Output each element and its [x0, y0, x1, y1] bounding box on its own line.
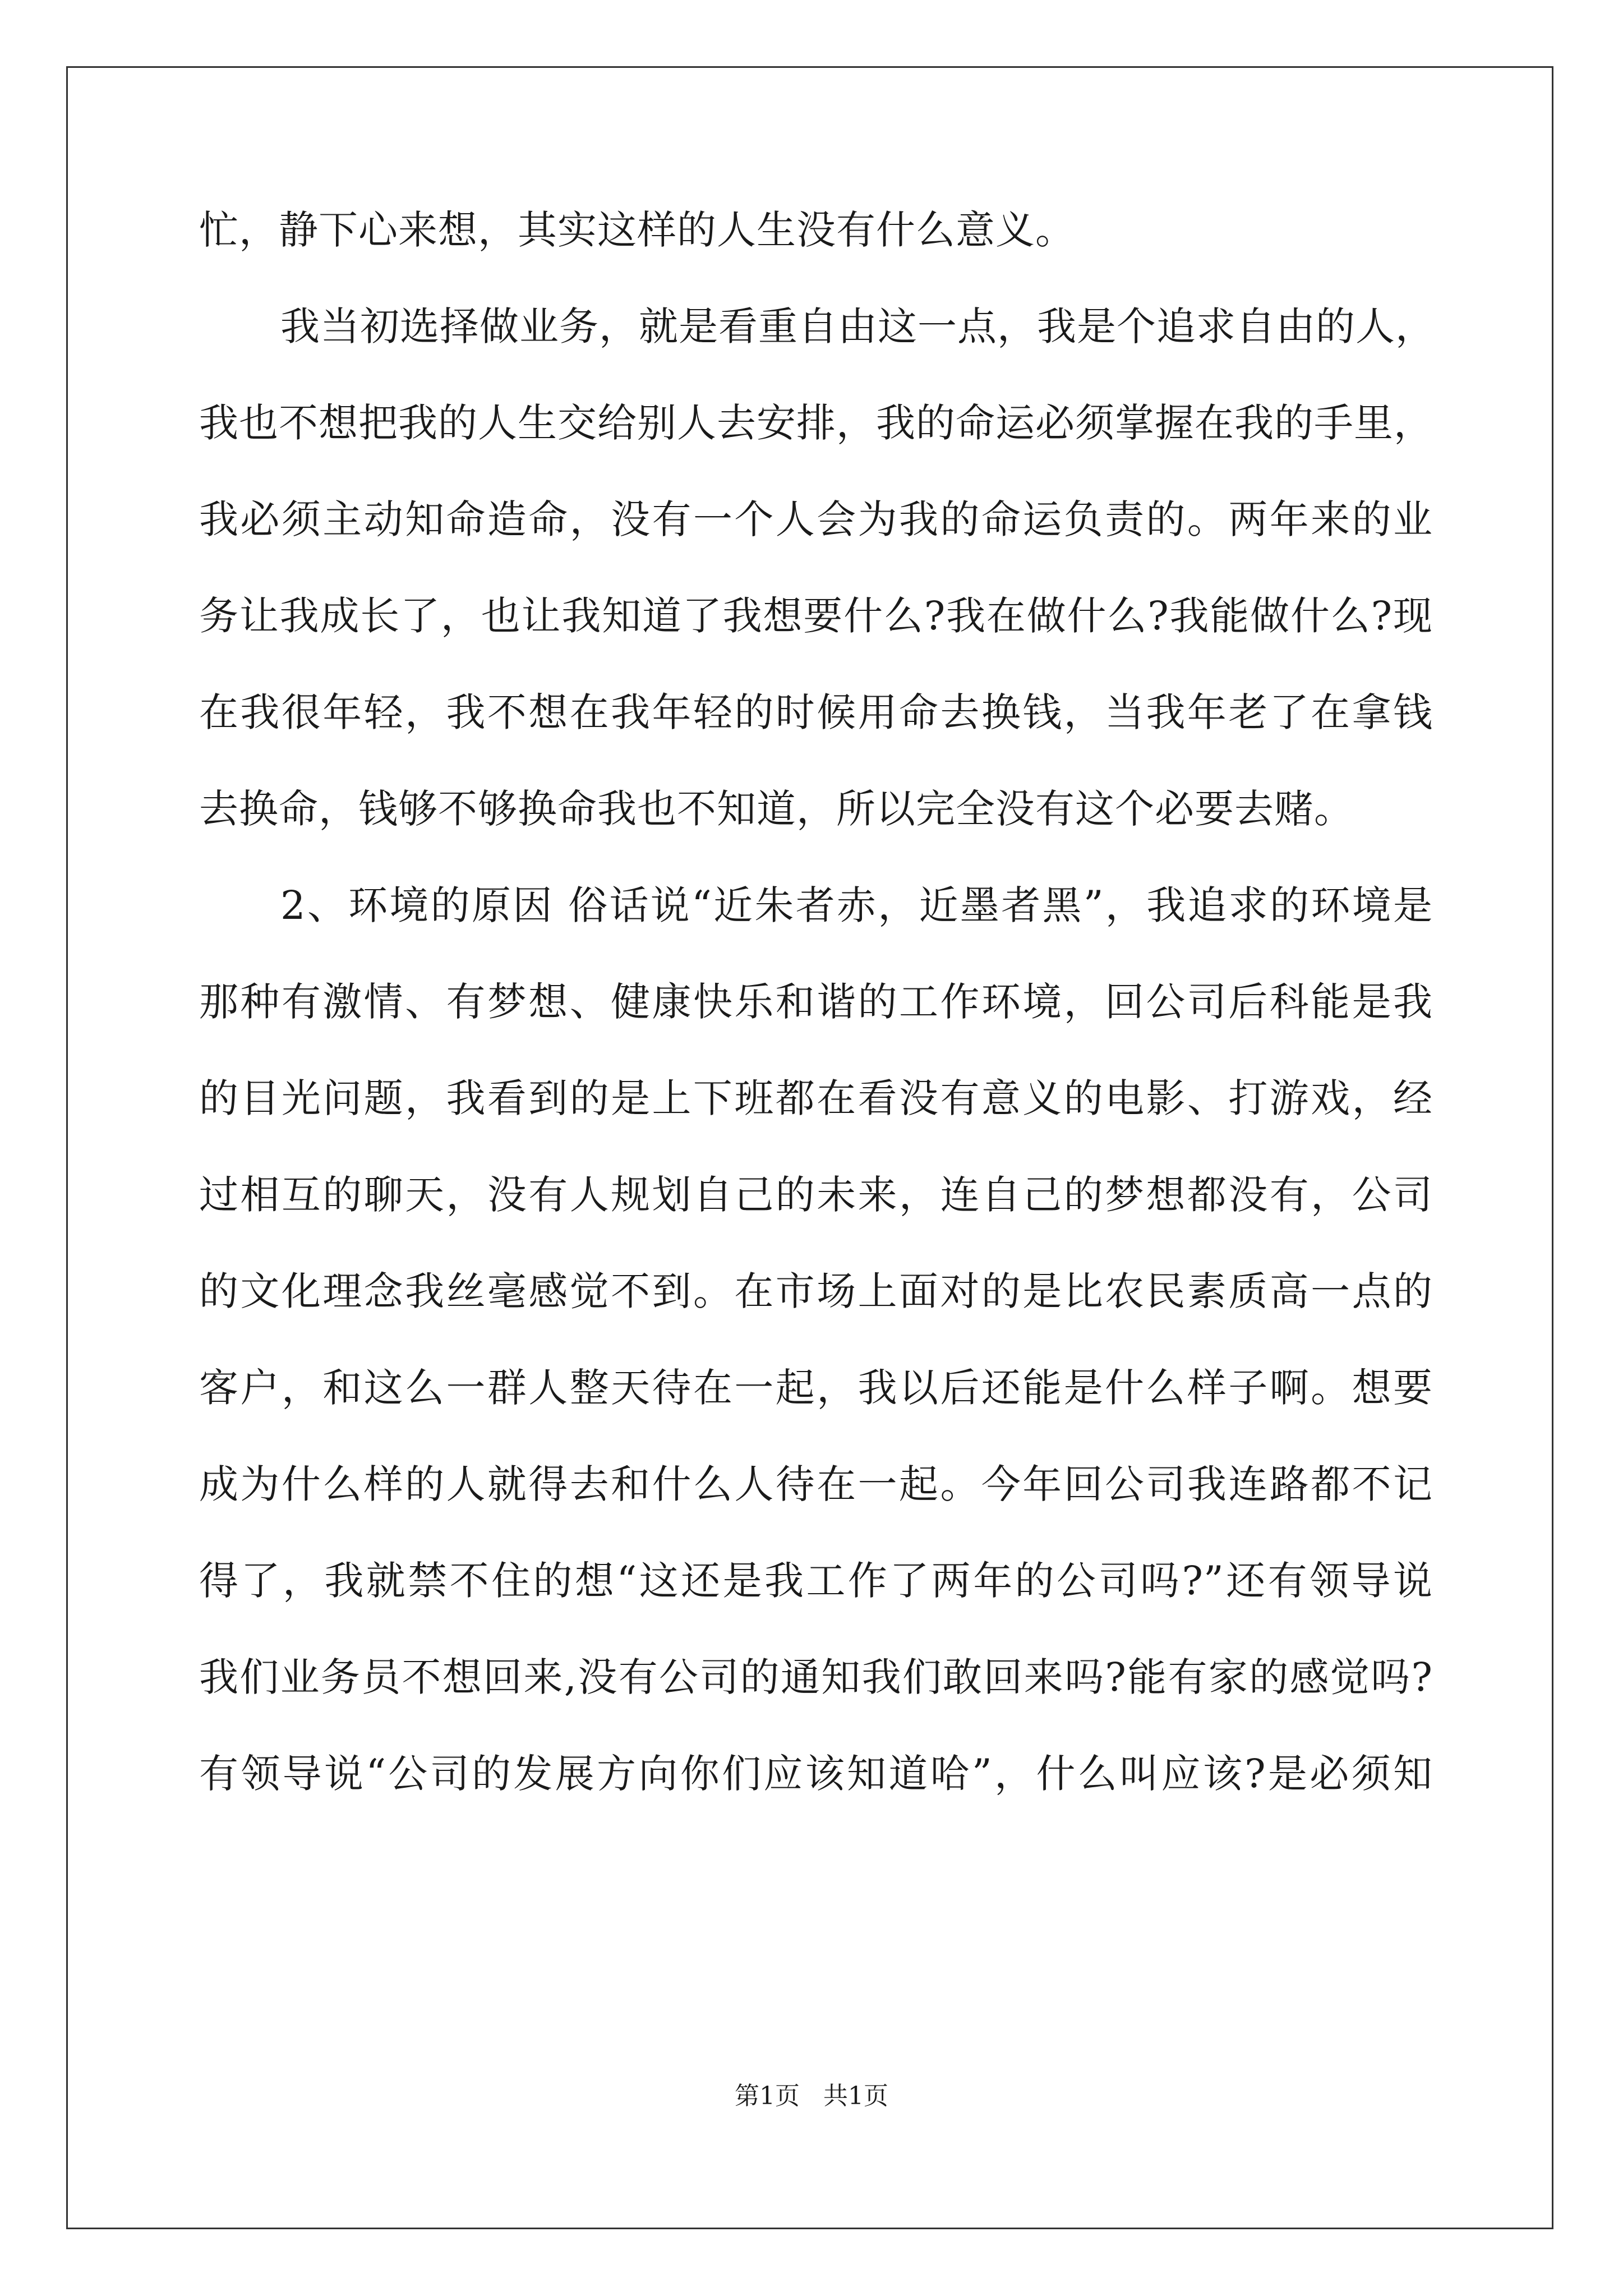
text-line-4: 我必须主动知命造命，没有一个人会为我的命运负责的。两年来的业 — [199, 496, 1433, 542]
text-line-15: 得了，我就禁不住的想“这还是我工作了两年的公司吗?”还有领导说 — [199, 1558, 1433, 1604]
text-line-5: 务让我成长了，也让我知道了我想要什么?我在做什么?我能做什么?现 — [199, 593, 1433, 639]
text-line-10: 的目光问题，我看到的是上下班都在看没有意义的电影、打游戏，经 — [199, 1075, 1433, 1121]
page-border — [66, 66, 1553, 2229]
text-line-6: 在我很年轻，我不想在我年轻的时候用命去换钱，当我年老了在拿钱 — [199, 689, 1433, 735]
text-line-9: 那种有激情、有梦想、健康快乐和谐的工作环境，回公司后科能是我 — [199, 979, 1433, 1025]
text-line-12: 的文化理念我丝毫感觉不到。在市场上面对的是比农民素质高一点的 — [199, 1268, 1433, 1314]
text-line-3: 我也不想把我的人生交给别人去安排，我的命运必须掌握在我的手里， — [199, 400, 1433, 446]
text-line-17: 有领导说“公司的发展方向你们应该知道哈”，什么叫应该?是必须知 — [199, 1751, 1433, 1797]
text-line-2: 我当初选择做业务，就是看重自由这一点，我是个追求自由的人， — [280, 303, 1435, 349]
page-footer: 第1页 共1页 — [735, 2082, 888, 2110]
text-line-13: 客户，和这么一群人整天待在一起，我以后还能是什么样子啊。想要 — [199, 1365, 1433, 1411]
text-line-16: 我们业务员不想回来,没有公司的通知我们敢回来吗?能有家的感觉吗? — [199, 1654, 1433, 1700]
text-line-7: 去换命，钱够不够换命我也不知道，所以完全没有这个必要去赌。 — [199, 786, 1354, 832]
text-line-1: 忙，静下心来想，其实这样的人生没有什么意义。 — [199, 207, 1075, 253]
text-line-8: 2、环境的原因 俗话说“近朱者赤，近墨者黑”，我追求的环境是 — [280, 882, 1433, 928]
text-line-11: 过相互的聊天，没有人规划自己的未来，连自己的梦想都没有，公司 — [199, 1172, 1433, 1218]
text-line-14: 成为什么样的人就得去和什么人待在一起。今年回公司我连路都不记 — [199, 1461, 1433, 1507]
